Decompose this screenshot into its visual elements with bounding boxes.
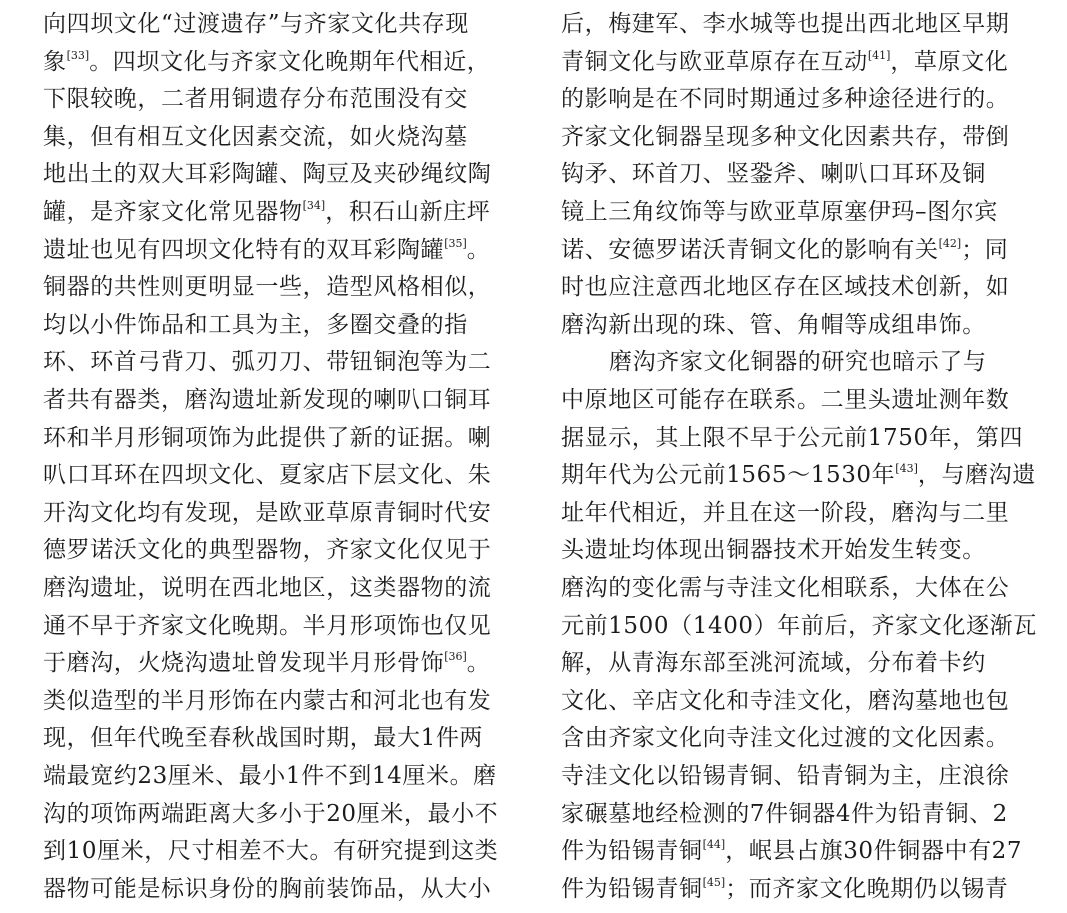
line-text: 开沟文化均有发现，是欧亚草原青铜时代安 xyxy=(43,499,492,526)
line-text: 镜上三角纹饰等与欧亚草原塞伊玛–图尔宾 xyxy=(561,199,998,225)
right-text-line xyxy=(561,869,1008,909)
left-text-line xyxy=(43,42,490,82)
right-text-line xyxy=(561,418,1023,458)
line-text-tail: 。 xyxy=(466,650,491,677)
line-text: 端最宽约23厘米、最小1件不到14厘米。磨 xyxy=(43,763,497,789)
right-text-line xyxy=(561,530,986,570)
right-text-line xyxy=(561,4,1009,44)
right-text-line xyxy=(561,493,1009,533)
line-text-tail: ，与磨沟遗 xyxy=(917,462,1036,489)
right-text-line xyxy=(561,455,1036,495)
right-text-line xyxy=(561,154,986,194)
line-text: 类似造型的半月形饰在内蒙古和河北也有发 xyxy=(43,687,492,714)
right-text-line xyxy=(561,718,1009,758)
line-text: 家碾墓地经检测的7件铜器4件为铅青铜、2 xyxy=(561,800,1008,827)
right-text-line xyxy=(561,756,1009,796)
left-text-line xyxy=(43,117,468,157)
left-text-line xyxy=(43,455,491,495)
line-text: 文化、辛店文化和寺洼文化，磨沟墓地也包 xyxy=(561,687,1010,714)
line-text: 磨沟的变化需与寺洼文化相联系，大体在公 xyxy=(561,575,1010,601)
right-text-line xyxy=(561,267,1009,307)
left-text-line xyxy=(43,606,491,646)
line-text: 钩矛、环首刀、竖銎斧、喇叭口耳环及铜 xyxy=(561,161,986,188)
left-text-line xyxy=(43,756,497,796)
citation-ref: [33] xyxy=(66,48,90,62)
left-text-line xyxy=(43,380,491,420)
line-text-tail: ，草原文化 xyxy=(890,48,1009,75)
line-text: 解，从青海东部至洮河流域，分布着卡约 xyxy=(561,650,986,677)
line-text-tail: ，岷县占旗30件铜器中有27 xyxy=(725,838,1023,865)
line-text: 元前1500（1400）年前后，齐家文化逐渐瓦 xyxy=(561,612,1037,639)
left-text-line xyxy=(43,342,491,382)
line-text: 环、环首弓背刀、弧刃刀、带钮铜泡等为二 xyxy=(43,349,492,376)
right-text-line xyxy=(561,117,1009,157)
right-text-line xyxy=(561,681,1009,721)
citation-ref: [42] xyxy=(938,236,962,250)
line-text: 铜器的共性则更明显一些，造型风格相似， xyxy=(43,274,492,301)
line-text: 到10厘米，尺寸相差不大。有研究提到这类 xyxy=(43,838,499,865)
line-text: 集，但有相互文化因素交流，如火烧沟墓 xyxy=(43,123,468,150)
citation-ref: [41] xyxy=(867,48,891,62)
line-text: 磨沟齐家文化铜器的研究也暗示了与 xyxy=(609,349,987,376)
line-text: 叭口耳环在四坝文化、夏家店下层文化、朱 xyxy=(43,462,492,489)
line-text: 件为铅锡青铜 xyxy=(561,875,703,902)
left-text-line xyxy=(43,154,491,194)
line-text: 象 xyxy=(43,48,67,75)
left-text-line xyxy=(43,681,491,721)
left-text-line xyxy=(43,493,491,533)
line-text: 地出土的双大耳彩陶罐、陶豆及夹砂绳纹陶 xyxy=(43,161,492,188)
line-text: 德罗诺沃文化的典型器物，齐家文化仅见于 xyxy=(43,537,492,564)
line-text: 下限较晚，二者用铜遗存分布范围没有交 xyxy=(43,86,468,113)
line-text: 诺、安德罗诺沃青铜文化的影响有关 xyxy=(561,236,939,263)
line-text: 均以小件饰品和工具为主，多圈交叠的指 xyxy=(43,311,468,338)
line-text: 青铜文化与欧亚草原存在互动 xyxy=(561,48,868,75)
line-text: 现，但年代晚至春秋战国时期，最大1件两 xyxy=(43,725,484,752)
citation-ref: [35] xyxy=(444,236,467,250)
line-text: 者共有器类，磨沟遗址新发现的喇叭口铜耳 xyxy=(43,387,492,413)
line-text: 寺洼文化以铅锡青铜、铅青铜为主，庄浪徐 xyxy=(561,763,1010,789)
line-text: 后，梅建军、李水城等也提出西北地区早期 xyxy=(561,11,1010,37)
citation-ref: [43] xyxy=(895,462,918,476)
left-text-line xyxy=(43,831,498,871)
right-text-line xyxy=(561,643,986,683)
left-text-line xyxy=(43,568,491,608)
line-text: 于磨沟，火烧沟遗址曾发现半月形骨饰 xyxy=(43,650,445,677)
left-text-line xyxy=(43,418,491,458)
left-text-line xyxy=(43,79,468,119)
right-text-line xyxy=(561,794,1008,834)
left-text-line xyxy=(43,794,498,834)
citation-ref: [45] xyxy=(702,875,726,889)
line-text-tail: ；而齐家文化晚期仍以锡青 xyxy=(725,875,1009,902)
right-text-line xyxy=(561,79,1009,119)
right-text-line xyxy=(561,230,1008,270)
line-text: 中原地区可能存在联系。二里头遗址测年数 xyxy=(561,387,1010,413)
line-text: 沟的项饰两端距离大多小于20厘米，最小不 xyxy=(43,800,499,827)
right-text-line xyxy=(609,342,987,382)
citation-ref: [44] xyxy=(702,838,726,852)
left-text-line xyxy=(43,643,490,683)
right-text-line xyxy=(561,380,1009,420)
line-text: 遗址也见有四坝文化特有的双耳彩陶罐 xyxy=(43,236,445,263)
left-text-line xyxy=(43,192,490,232)
line-text: 器物可能是标识身份的胸前装饰品，从大小 xyxy=(43,875,492,902)
line-text: 向四坝文化“过渡遗存”与齐家文化共存现 xyxy=(43,11,469,37)
right-text-line xyxy=(561,568,1009,608)
line-text: 磨沟遗址，说明在西北地区，这类器物的流 xyxy=(43,575,492,601)
right-text-line xyxy=(561,192,998,232)
line-text-tail: 。四坝文化与齐家文化晚期年代相近， xyxy=(89,48,491,75)
left-text-line xyxy=(43,718,483,758)
left-text-line xyxy=(43,305,468,345)
line-text: 址年代相近，并且在这一阶段，磨沟与二里 xyxy=(561,499,1010,526)
left-text-line xyxy=(43,869,491,909)
line-text: 的影响是在不同时期通过多种途径进行的。 xyxy=(561,86,1010,113)
line-text: 齐家文化铜器呈现多种文化因素共存，带倒 xyxy=(561,123,1010,150)
right-text-line xyxy=(561,831,1022,871)
left-text-line xyxy=(43,4,469,44)
line-text: 含由齐家文化向寺洼文化过渡的文化因素。 xyxy=(561,725,1010,752)
line-text: 据显示，其上限不早于公元前1750年，第四 xyxy=(561,424,1024,451)
right-text-line xyxy=(561,42,1008,82)
citation-ref: [34] xyxy=(302,199,326,212)
line-text-tail: ；同 xyxy=(961,236,1009,263)
citation-ref: [36] xyxy=(444,650,467,664)
line-text: 头遗址均体现出铜器技术开始发生转变。 xyxy=(561,537,986,564)
line-text: 磨沟新出现的珠、管、角帽等成组串饰。 xyxy=(561,311,986,338)
line-text: 通不早于齐家文化晚期。半月形项饰也仅见 xyxy=(43,612,492,639)
line-text: 环和半月形铜项饰为此提供了新的证据。喇 xyxy=(43,424,492,451)
line-text-tail: ，积石山新庄坪 xyxy=(325,199,491,225)
right-text-line xyxy=(561,606,1037,646)
line-text: 期年代为公元前1565～1530年 xyxy=(561,462,896,489)
line-text: 罐，是齐家文化常见器物 xyxy=(43,199,303,225)
left-text-line xyxy=(43,230,490,270)
line-text: 时也应注意西北地区存在区域技术创新，如 xyxy=(561,274,1010,301)
line-text: 件为铅锡青铜 xyxy=(561,838,703,865)
right-text-line xyxy=(561,305,986,345)
left-text-line xyxy=(43,530,491,570)
line-text-tail: 。 xyxy=(466,236,491,263)
left-text-line xyxy=(43,267,491,307)
